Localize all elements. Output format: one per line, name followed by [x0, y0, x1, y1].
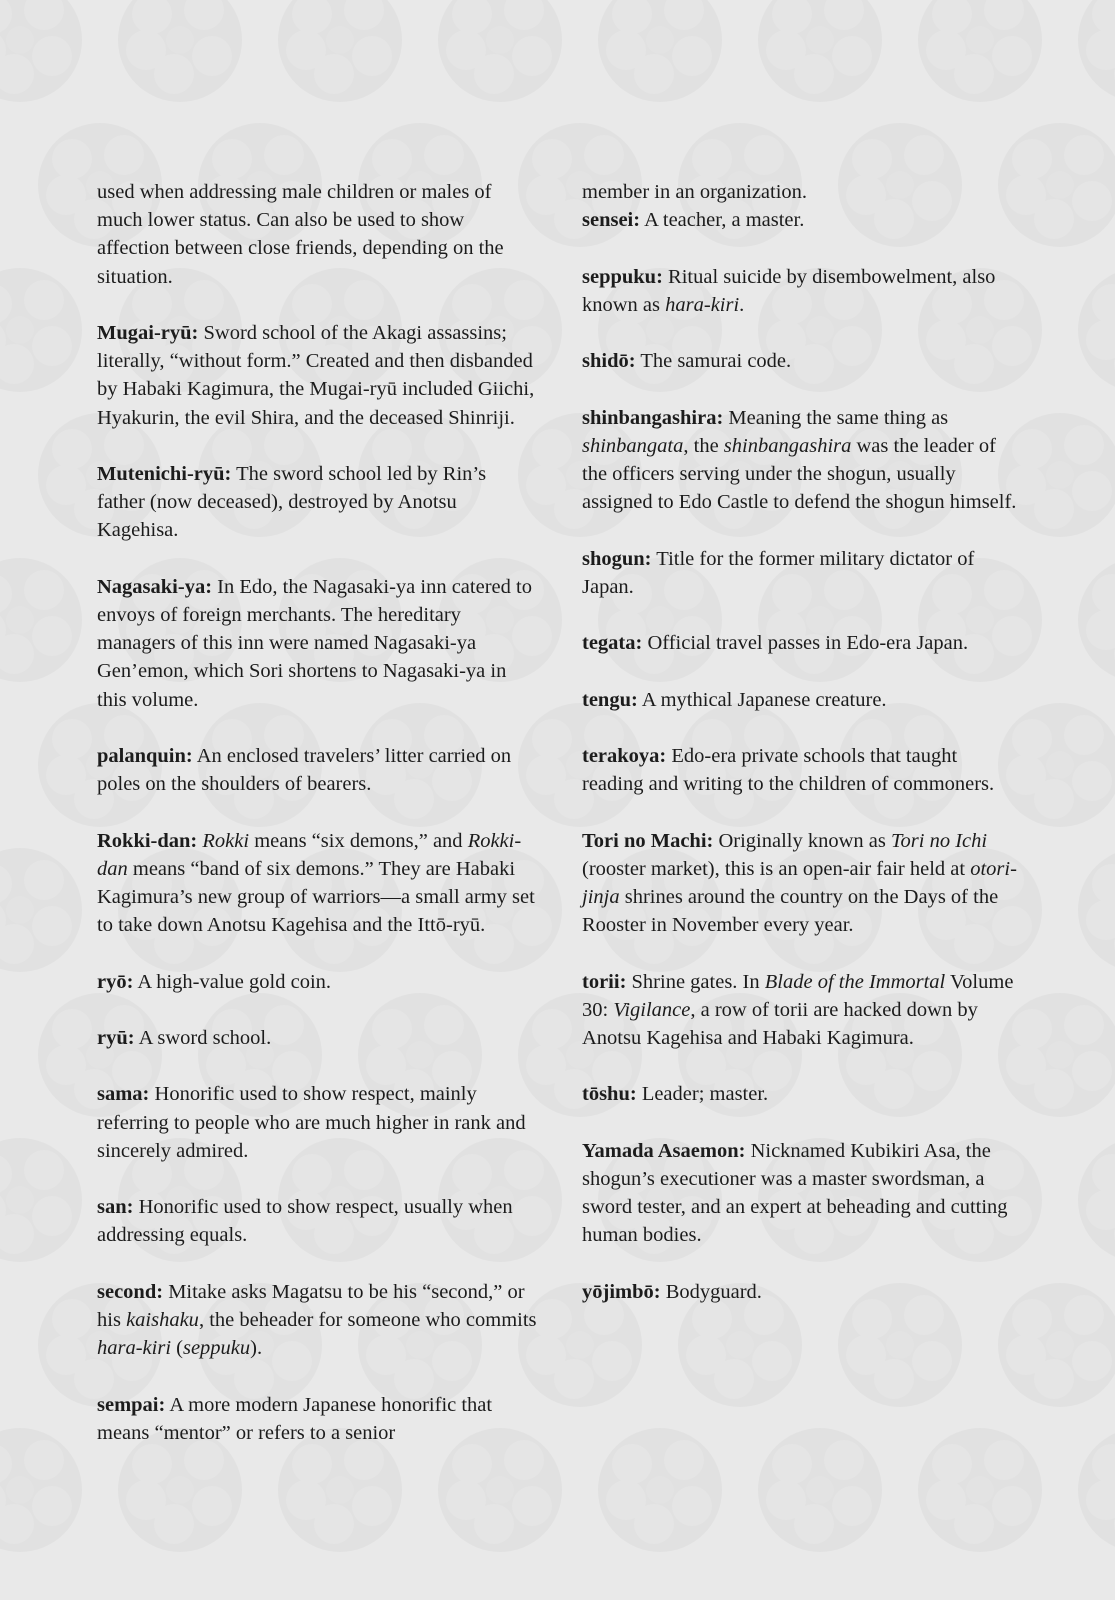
glossary-term: tegata:	[582, 632, 643, 655]
glossary-term: Nagasaki-ya:	[97, 575, 213, 598]
glossary-left-column	[97, 178, 537, 1475]
definition-text: A more modern Japanese honorific that means “mentor” or refers to a senior	[97, 1393, 493, 1444]
glossary-entry	[97, 1193, 537, 1249]
glossary-entry	[97, 968, 537, 996]
glossary-entry	[582, 404, 1022, 517]
definition-text: shrines around the country on the Days of the Rooster in November every year.	[582, 885, 999, 937]
glossary-entry	[582, 263, 1022, 319]
glossary-entry	[582, 629, 1022, 657]
glossary-entry	[582, 827, 1022, 940]
glossary-entry	[97, 1278, 537, 1363]
definition-text: (	[171, 1337, 183, 1360]
glossary-term: seppuku:	[582, 265, 663, 288]
definition-text: In Edo, the Nagasaki-ya inn catered to envoys of foreign merchants. The hereditary managers of this inn were named Nagasaki-ya Gen’emon, which Sori shortens to Nagasaki-ya in this volume.	[97, 575, 532, 711]
definition-text: Title for the former military dictator of Japan.	[582, 547, 975, 598]
definition-text: The sword school led by Rin’s father (now deceased), destroyed by Anotsu Kagehisa.	[97, 463, 487, 542]
italic-term: shinbangata	[582, 434, 684, 457]
definition-text: , a row of torii are hacked down by Anotsu Kagehisa and Habaki Kagimura.	[582, 998, 978, 1049]
definition-text: Honorific used to show respect, usually when addressing equals.	[97, 1196, 513, 1247]
glossary-entry	[97, 460, 537, 545]
italic-term: shinbangashira	[723, 434, 852, 457]
definition-text: .	[739, 293, 745, 316]
glossary-term: torii:	[582, 970, 627, 993]
glossary-entry	[582, 206, 1022, 234]
glossary-entry	[582, 1278, 1022, 1306]
glossary-entry	[582, 545, 1022, 601]
definition-text: An enclosed travelers’ litter carried on poles on the shoulders of bearers.	[97, 745, 512, 796]
definition-text: A high-value gold coin.	[133, 970, 332, 993]
definition-text: Leader; master.	[636, 1083, 769, 1106]
glossary-term: ryū:	[97, 1026, 135, 1049]
glossary-entry	[97, 1024, 537, 1052]
definition-text: , the beheader for someone who commits	[198, 1308, 537, 1331]
glossary-term: sama:	[97, 1083, 150, 1106]
glossary-term: sensei:	[582, 209, 641, 232]
glossary-term: sempai:	[97, 1393, 166, 1416]
glossary-term: terakoya:	[582, 744, 667, 767]
italic-term: hara-kiri	[665, 293, 740, 316]
continued-definition: member in an organization.	[582, 181, 808, 203]
glossary-entry	[97, 742, 537, 798]
glossary-entry	[97, 827, 537, 940]
definition-text: A teacher, a master.	[640, 209, 805, 232]
definition-text: means “band of six demons.” They are Habaki Kagimura’s new group of warriors—a small army set to take down Anotsu Kagehisa and the Ittō-ryū.	[97, 857, 535, 937]
definition-text: was the leader of the officers serving under the shogun, usually assigned to Edo Castle to defend the shogun himself.	[582, 434, 1017, 514]
italic-term: seppuku	[182, 1337, 251, 1360]
glossary-term: Yamada Asaemon:	[582, 1139, 746, 1162]
definition-text: Meaning the same thing as	[723, 406, 949, 429]
glossary-entry	[97, 573, 537, 714]
italic-term: kaishaku	[126, 1308, 199, 1331]
glossary-term: Mutenichi-ryū:	[97, 463, 232, 485]
glossary-entry	[582, 1137, 1022, 1250]
glossary-entry	[97, 1080, 537, 1165]
definition-text: means “six demons,” and	[249, 829, 468, 852]
definition-text: , the	[683, 434, 724, 457]
definition-text: Volume 30:	[582, 970, 1014, 1021]
glossary-term: ryō:	[97, 970, 134, 993]
definition-text: The samurai code.	[635, 350, 792, 373]
glossary-entry	[97, 319, 537, 432]
glossary-term: shogun:	[582, 547, 652, 570]
glossary-term: Tori no Machi:	[582, 829, 714, 852]
glossary-term: palanquin:	[97, 745, 193, 767]
glossary-right-column	[582, 178, 1022, 1334]
definition-text: Ritual suicide by disembowelment, also known as	[582, 265, 996, 316]
italic-term: Vigilance	[613, 998, 691, 1021]
italic-term: Tori no Ichi	[891, 829, 988, 852]
glossary-term: shinbangashira:	[582, 406, 724, 429]
definition-text: Official travel passes in Edo-era Japan.	[642, 632, 969, 655]
glossary-term: yōjimbō:	[582, 1280, 661, 1303]
glossary-entry	[97, 1391, 537, 1447]
definition-text: A sword school.	[134, 1026, 272, 1049]
italic-term: Rokki	[202, 829, 250, 852]
italic-term: Rokki-dan	[97, 829, 522, 880]
definition-text: Shrine gates. In	[626, 970, 765, 993]
glossary-term: san:	[97, 1196, 134, 1219]
glossary-left-entries	[97, 319, 537, 1447]
definition-text: Sword school of the Akagi assassins; literally, “without form.” Created and then disbanded by Habaki Kagimura, the Mugai-ryū included Giichi, Hyakurin, the evil Shira, and the deceased Shinriji.	[97, 322, 535, 429]
italic-term: Blade of the Immortal	[764, 970, 946, 993]
glossary-entry	[582, 686, 1022, 714]
glossary-term: tōshu:	[582, 1083, 637, 1106]
italic-term: hara-kiri	[97, 1337, 172, 1360]
definition-text: Bodyguard.	[660, 1280, 762, 1303]
glossary-entry	[582, 968, 1022, 1053]
continued-definition: used when addressing male children or males of much lower status. Can also be used to show affection between close friends, depending on the situation.	[97, 181, 504, 288]
definition-text: Originally known as	[713, 829, 892, 852]
glossary-right-entries	[582, 206, 1022, 1306]
definition-text: A mythical Japanese creature.	[637, 688, 887, 711]
glossary-term: tengu:	[582, 688, 638, 711]
definition-text: Honorific used to show respect, mainly referring to people who are much higher in rank and sincerely admired.	[97, 1083, 526, 1162]
definition-text: ).	[250, 1337, 263, 1360]
definition-text: Edo-era private schools that taught reading and writing to the children of commoners.	[582, 744, 995, 796]
definition-text: Nicknamed Kubikiri Asa, the shogun’s executioner was a master swordsman, a sword tester, and an expert at beheading and cutting human bodies.	[582, 1139, 1008, 1247]
glossary-term: shidō:	[582, 350, 636, 373]
italic-term: otori-jinja	[582, 857, 1017, 908]
glossary-entry	[582, 742, 1022, 798]
definition-text: Mitake asks Magatsu to be his “second,” or his	[97, 1280, 525, 1331]
glossary-entry	[582, 1080, 1022, 1108]
glossary-term: second:	[97, 1280, 164, 1303]
definition-text: (rooster market), this is an open-air fair held at	[582, 857, 971, 880]
glossary-entry	[582, 347, 1022, 375]
glossary-term: Mugai-ryū:	[97, 322, 199, 344]
glossary-term: Rokki-dan:	[97, 829, 198, 852]
